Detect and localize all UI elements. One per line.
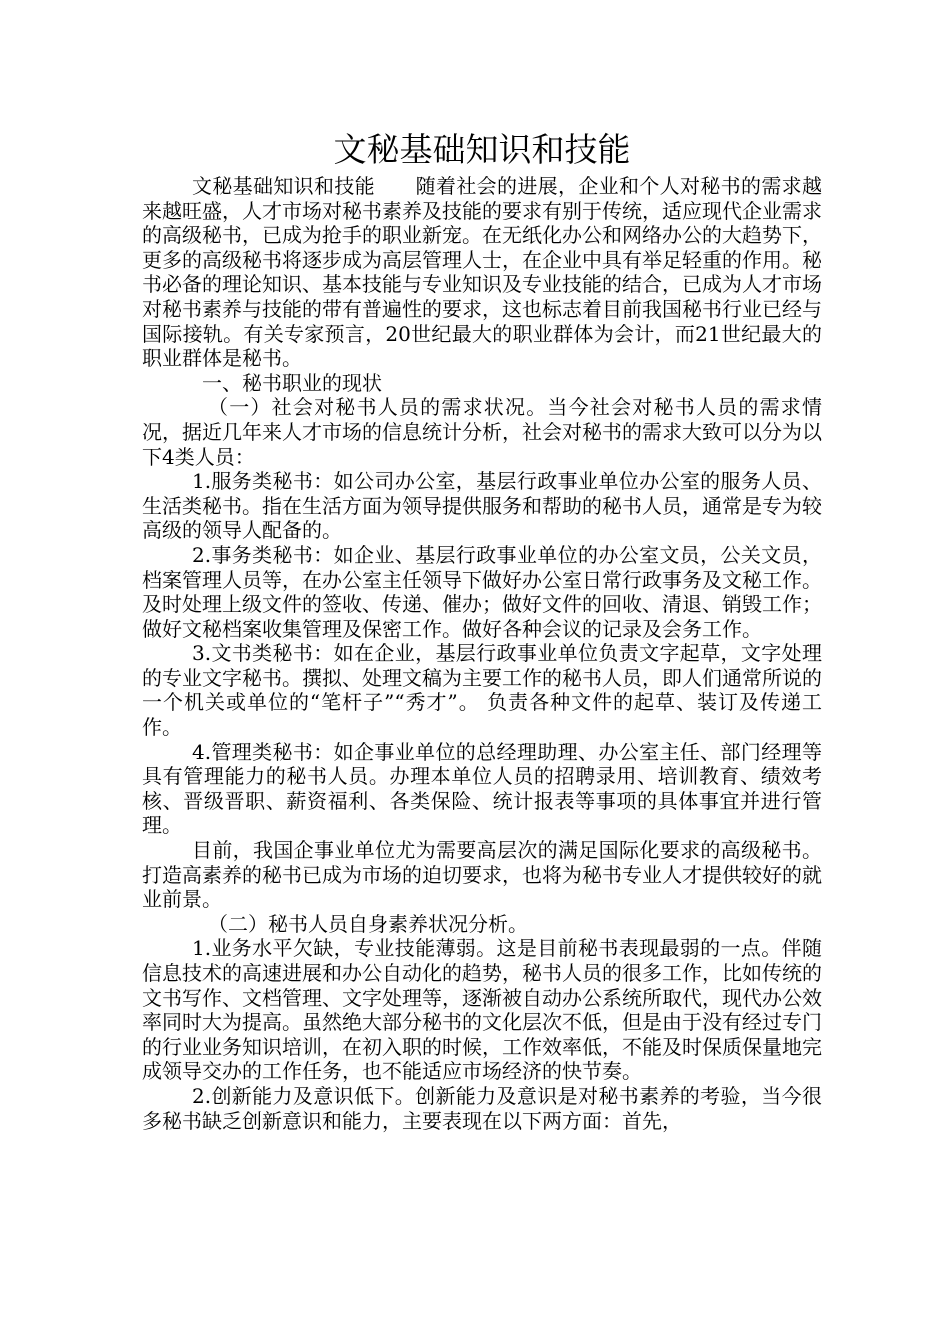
subsection-heading: （一）社会对秘书人员的需求状况。当今社会对秘书人员的需求情况，据近几年来人才市场的信息统计分析，社会对秘书的需求大致可以分为以下4类人员： [142, 395, 822, 469]
body-paragraph: 3.文书类秘书：如在企业，基层行政事业单位负责文字起草，文字处理的专业文字秘书。撰拟、处理文稿为主要工作的秘书人员，即人们通常所说的一个机关或单位的“笔杆子”“秀才”。 负责各种文件的起草、装订及传递工作。 [142, 641, 822, 740]
body-paragraph: 1.业务水平欠缺，专业技能薄弱。这是目前秘书表现最弱的一点。伴随信息技术的高速进展和办公自动化的趋势，秘书人员的很多工作，比如传统的文书写作、文档管理、文字处理等，逐渐被自动办公系统所取代，现代办公效率同时大为提高。虽然绝大部分秘书的文化层次不低，但是由于没有经过专门的行业业务知识培训，在初入职的时候，工作效率低，不能及时保质保量地完成领导交办的工作任务，也不能适应市场经济的快节奏。 [142, 936, 822, 1084]
body-paragraph: 2.创新能力及意识低下。创新能力及意识是对秘书素养的考验，当今很多秘书缺乏创新意识和能力，主要表现在以下两方面：首先， [142, 1083, 822, 1133]
section-heading: 一、秘书职业的现状 [202, 370, 382, 395]
document-page [142, 128, 822, 1133]
body-paragraph: 文秘基础知识和技能 随着社会的进展，企业和个人对秘书的需求越来越旺盛，人才市场对秘书素养及技能的要求有别于传统，适应现代企业需求的高级秘书，已成为抢手的职业新宠。在无纸化办公和网络办公的大趋势下，更多的高级秘书将逐步成为高层管理人士，在企业中具有举足轻重的作用。秘书必备的理论知识、基本技能与专业知识及专业技能的结合，已成为人才市场对秘书素养与技能的带有普遍性的要求，这也标志着目前我国秘书行业已经与国际接轨。有关专家预言，20世纪最大的职业群体为会计，而21世纪最大的职业群体是秘书。 [142, 174, 822, 371]
body-paragraph: 4.管理类秘书：如企事业单位的总经理助理、办公室主任、部门经理等具有管理能力的秘书人员。办理本单位人员的招聘录用、培训教育、绩效考核、晋级晋职、薪资福利、各类保险、统计报表等事项的具体事宜并进行管理。 [142, 739, 822, 838]
body-paragraph: 目前，我国企事业单位尤为需要高层次的满足国际化要求的高级秘书。打造高素养的秘书已成为市场的迫切要求，也将为秘书专业人才提供较好的就业前景。 [142, 838, 822, 912]
body-paragraph: 2.事务类秘书：如企业、基层行政事业单位的办公室文员，公关文员，档案管理人员等，在办公室主任领导下做好办公室日常行政事务及文秘工作。及时处理上级文件的签收、传递、催办；做好文件的回收、清退、销毁工作；做好文秘档案收集管理及保密工作。做好各种会议的记录及会务工作。 [142, 542, 822, 641]
document-title: 文秘基础知识和技能 [333, 130, 631, 169]
document-body [142, 174, 822, 1133]
subsection-heading: （二）秘书人员自身素养状况分析。 [208, 911, 528, 936]
body-paragraph: 1.服务类秘书：如公司办公室，基层行政事业单位办公室的服务人员、生活类秘书。指在生活方面为领导提供服务和帮助的秘书人员，通常是专为较高级的领导人配备的。 [142, 469, 822, 543]
